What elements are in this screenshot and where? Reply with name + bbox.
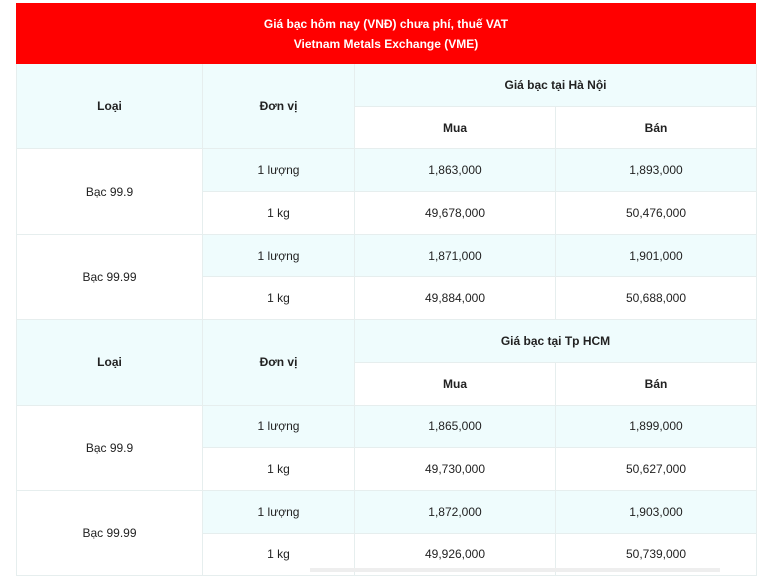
sell-price: 50,688,000 [556,277,757,320]
product-name: Bạc 99.99 [17,490,203,575]
sell-price: 50,739,000 [556,533,757,576]
sell-price: 1,901,000 [556,234,757,277]
unit-cell: 1 lượng [203,234,355,277]
sell-price: 1,899,000 [556,405,757,448]
price-banner [16,3,756,64]
buy-price: 1,872,000 [355,490,556,533]
header-sell: Bán [556,362,757,405]
sell-price: 1,893,000 [556,149,757,192]
sell-price: 50,476,000 [556,192,757,235]
product-name: Bạc 99.9 [17,405,203,490]
header-region: Giá bạc tại Tp HCM [355,320,757,363]
divider [310,568,720,572]
buy-price: 49,926,000 [355,533,556,576]
header-type: Loại [17,64,203,149]
buy-price: 1,871,000 [355,234,556,277]
header-buy: Mua [355,362,556,405]
header-unit: Đơn vị [203,64,355,149]
unit-cell: 1 lượng [203,149,355,192]
unit-cell: 1 kg [203,192,355,235]
header-unit: Đơn vị [203,320,355,405]
table-row [17,149,757,192]
table-row [17,490,757,533]
table-header-row [17,320,757,363]
sell-price: 50,627,000 [556,448,757,491]
unit-cell: 1 lượng [203,490,355,533]
table-row [17,405,757,448]
silver-price-widget [16,3,756,576]
price-table [16,64,757,576]
unit-cell: 1 kg [203,533,355,576]
sell-price: 1,903,000 [556,490,757,533]
buy-price: 49,678,000 [355,192,556,235]
table-header-row [17,64,757,106]
table-row [17,234,757,277]
header-region: Giá bạc tại Hà Nội [355,64,757,106]
buy-price: 1,865,000 [355,405,556,448]
unit-cell: 1 kg [203,277,355,320]
buy-price: 49,730,000 [355,448,556,491]
buy-price: 49,884,000 [355,277,556,320]
product-name: Bạc 99.99 [17,234,203,319]
buy-price: 1,863,000 [355,149,556,192]
header-buy: Mua [355,106,556,149]
product-name: Bạc 99.9 [17,149,203,234]
unit-cell: 1 lượng [203,405,355,448]
banner-subtitle: Vietnam Metals Exchange (VME) [293,36,479,51]
banner-title: Giá bạc hôm nay (VNĐ) chưa phí, thuế VAT [263,16,509,31]
header-sell: Bán [556,106,757,149]
header-type: Loại [17,320,203,405]
unit-cell: 1 kg [203,448,355,491]
